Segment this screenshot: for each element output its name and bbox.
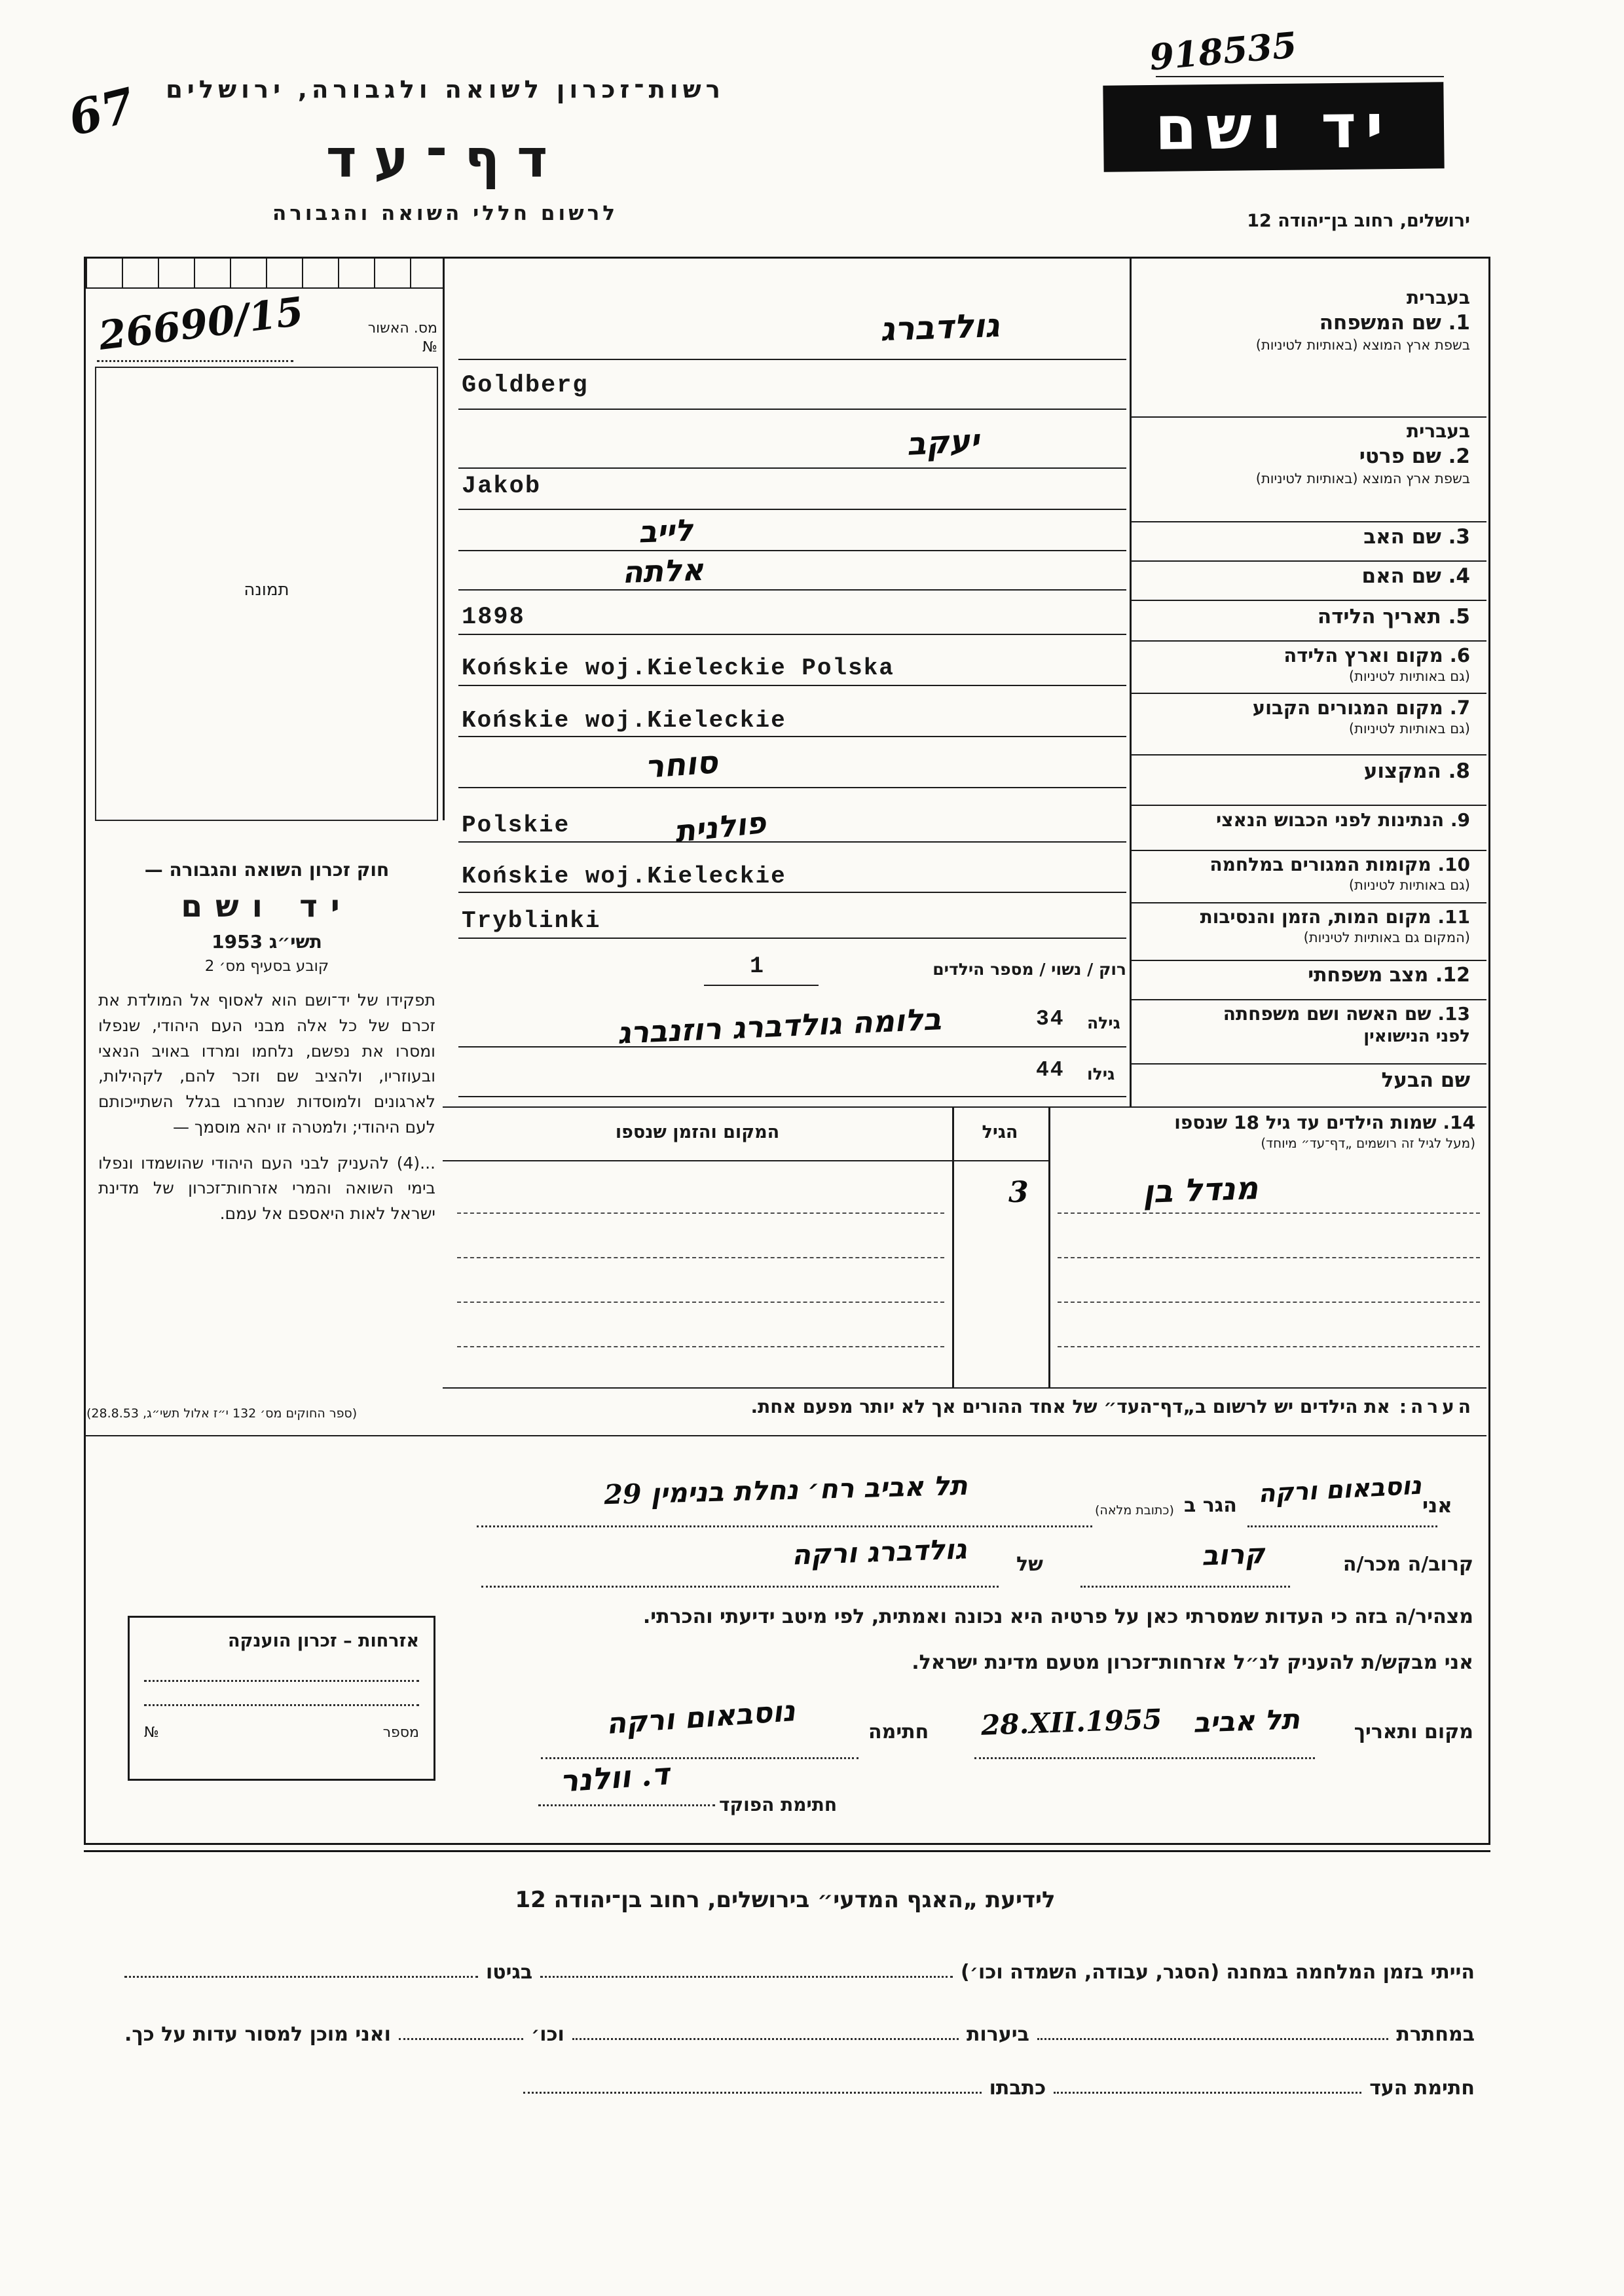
declarant-signature-handwritten: נוסבאום ורקה xyxy=(605,1694,796,1741)
field-label-text: 14. שמות הילדים עד גיל 18 שנספו xyxy=(1174,1112,1475,1133)
declaration-dotted-line xyxy=(538,1804,715,1806)
testify-label: ואני מוכן למסור עדות על כך. xyxy=(124,2023,391,2046)
law-section: קובע בסעיף מס׳ 2 xyxy=(204,958,329,975)
first-name-hebrew-value: יעקב xyxy=(906,422,980,463)
children-place-column-header: המקום והזמן שנספו xyxy=(615,1122,780,1142)
law-year: תשי״ג 1953 xyxy=(212,931,322,953)
declaration-resides-label: הגר ב xyxy=(1184,1494,1237,1517)
yad-vashem-logo xyxy=(1103,82,1444,172)
label-divider xyxy=(1132,960,1486,961)
field-sublabel-text: (מעל לגיל זה רושמים „דף־עד״ מיוחד) xyxy=(1261,1135,1475,1151)
declaration-dotted-line xyxy=(541,1757,858,1759)
citizenship-dotted-line xyxy=(144,1704,419,1706)
wife-name-value: בלומה גולדברג רוזנברג xyxy=(616,1001,942,1051)
value-rule xyxy=(458,634,1126,635)
declaration-of-label: של xyxy=(1016,1553,1043,1576)
children-row-rule xyxy=(1058,1212,1480,1214)
ghetto-label: בגיטו xyxy=(486,1961,533,1984)
law-yad-vashem: יד ושם xyxy=(181,888,353,924)
citizenship-dotted-line xyxy=(144,1680,419,1682)
field-label-father: 3. שם האב xyxy=(1363,525,1470,549)
witness-address-label: כתבתו xyxy=(989,2077,1046,2100)
field-label-birth-date: 5. תאריך הלידה xyxy=(1317,605,1470,629)
law-body-1: תפקידו של יד־ושם הוא לאסוף אל המולדת את זכרם של כל אלה מבני העם היהודי, שנפלו ומסרו את נפשם, נלחמו ומרדו באויב הנאצי ובעוזריו, ולהציב שם וזכר להם, לקהילות, לארגונים ולמוסדות שנחרבו בגלל השתייכותם לעם היהודי; ולמטרה זו יהא מוסמך — xyxy=(98,991,435,1137)
label-divider xyxy=(1132,1063,1486,1065)
field-label-text: 10. מקומות המגורים במלחמה xyxy=(1209,854,1470,875)
children-table-top-rule xyxy=(443,1106,1486,1108)
nationality-hebrew-value: פולנית xyxy=(673,804,768,850)
etc-label: וכו׳ xyxy=(530,2023,564,2046)
declarant-name-handwritten: נוסבאום ורקה xyxy=(1257,1470,1422,1508)
declaration-statement-1: מצהיר/ה בזה כי העדות שמסרתי כאן על פרטיה היא נכונה ואמתית, לפי מיטב ידיעתי והכרתי. xyxy=(642,1605,1473,1628)
corner-mark-handwritten: 67 xyxy=(63,77,140,147)
registry-underline xyxy=(1156,76,1444,77)
sidebar-column-divider xyxy=(443,259,445,820)
fill-in-line xyxy=(124,1976,478,1978)
form-subtitle: לרשום חללי השואה והגבורה xyxy=(272,202,619,225)
field-label-nationality: 9. הנתינות לפני הכבוש הנאצי xyxy=(1216,809,1470,831)
value-rule xyxy=(458,409,1126,410)
note-bottom-rule xyxy=(84,1435,1486,1436)
citizenship-number-label: מספר xyxy=(382,1724,419,1741)
clerk-signature-handwritten: ד. וולנר xyxy=(559,1756,671,1799)
children-row-rule xyxy=(1058,1257,1480,1258)
label-divider xyxy=(1132,999,1486,1000)
declaration-dotted-line xyxy=(1247,1525,1437,1527)
field-sublabel-text: (גם באותיות לטיניות) xyxy=(1348,721,1470,737)
label-divider xyxy=(1132,805,1486,806)
children-row-rule xyxy=(457,1212,944,1214)
label-divider xyxy=(1132,521,1486,522)
field-sublabel-text: (המקום גם באותיות לטיניות) xyxy=(1303,930,1470,945)
citizenship-no-sign: № xyxy=(144,1724,159,1741)
father-name-value: לייב xyxy=(638,512,693,550)
mother-name-value: אלתה xyxy=(621,551,705,591)
value-rule xyxy=(458,938,1126,939)
photo-box xyxy=(95,367,438,821)
residence-value: Końskie woj.Kieleckie xyxy=(462,707,786,734)
field-label-hebrew-tag: בעברית xyxy=(1406,287,1470,308)
law-body-2: ...(4) להעניק לבני העם היהודי שהושמדו ונפלו בימי השואה והמרי אזרחות־זכרון של מדינת ישראל לאות היאספם אל עמם. xyxy=(98,1153,435,1223)
approval-dotted-line xyxy=(97,360,293,362)
field-label-text: 11. מקום המות, הזמן והנסיבות xyxy=(1200,906,1470,928)
registry-number-handwritten: 918535 xyxy=(1147,24,1299,79)
law-title: חוק זכרון השואה והגבורה — xyxy=(144,859,390,881)
family-name-latin-value: Goldberg xyxy=(462,372,589,399)
signature-label: חתימה xyxy=(868,1721,929,1743)
label-divider xyxy=(1132,560,1486,562)
field-sublabel-text: (גם באותיות לטיניות) xyxy=(1348,668,1470,684)
children-age-column-header: הגיל xyxy=(982,1122,1018,1142)
underground-label: במחתרת xyxy=(1396,2023,1475,2046)
field-label-death-place xyxy=(1136,906,1470,945)
declaration-dotted-line xyxy=(1080,1586,1290,1588)
field-label-war-residences xyxy=(1136,854,1470,893)
value-rule xyxy=(458,509,1126,510)
value-rule xyxy=(458,589,1126,591)
declaration-dotted-line xyxy=(477,1525,1092,1527)
witness-signature-label: חתימת העד xyxy=(1369,2077,1475,2100)
clerk-signature-label: חתימת הפוקד xyxy=(719,1794,838,1815)
label-divider xyxy=(1132,693,1486,694)
death-place-value: Tryblinki xyxy=(462,907,601,934)
law-reference: (ספר החוקים מס׳ 132 י״ז אלול תשי״ג, 28.8.53) xyxy=(86,1406,358,1421)
place-date-label: מקום ותאריך xyxy=(1354,1721,1473,1743)
first-name-latin-value: Jakob xyxy=(462,473,542,500)
field-label-husband: שם הבעל xyxy=(1381,1068,1470,1092)
declaration-i-label: אני xyxy=(1422,1494,1452,1518)
label-divider xyxy=(1132,850,1486,851)
field-label-text2: לפני הנישואין xyxy=(1363,1027,1470,1046)
double-rule xyxy=(84,1850,1490,1852)
children-row-rule xyxy=(457,1346,944,1347)
nationality-latin-value: Polskie xyxy=(462,812,570,839)
declaration-relation-label: קרוב/ה מכר/ה xyxy=(1342,1553,1473,1576)
label-divider xyxy=(1132,902,1486,903)
wife-age-label: גילה xyxy=(1087,1013,1120,1032)
family-name-hebrew-value: גולדברג xyxy=(879,305,1001,349)
husband-age-value: 44 xyxy=(1036,1058,1065,1082)
fill-in-line xyxy=(572,2038,959,2040)
fill-in-line xyxy=(1054,2092,1361,2094)
date-handwritten: 28.XII.1955 xyxy=(980,1703,1163,1741)
label-divider xyxy=(1132,416,1486,418)
fill-in-line xyxy=(540,1976,953,1978)
fill-in-line xyxy=(1037,2038,1388,2040)
children-table-bottom-rule xyxy=(443,1387,1486,1389)
field-label-hebrew-tag: בעברית xyxy=(1406,420,1470,442)
children-age-column-divider xyxy=(952,1106,954,1387)
field-label-marital: 12. מצב משפחתי xyxy=(1308,964,1470,987)
serial-boxes-strip xyxy=(86,259,443,289)
label-divider xyxy=(1132,640,1486,642)
citizenship-box xyxy=(128,1616,435,1781)
field-label-text: 1. שם המשפחה xyxy=(1319,311,1470,335)
profession-value: סוחר xyxy=(644,744,719,786)
child-age-value: 3 xyxy=(1008,1176,1029,1209)
children-row-rule xyxy=(457,1257,944,1258)
citizenship-box-title: אזרחות – זכרון הוענקה xyxy=(227,1631,419,1651)
field-sublabel-text: (גם באותיות לטיניות) xyxy=(1348,877,1470,893)
war-residences-value: Końskie woj.Kieleckie xyxy=(462,863,786,890)
declaration-dotted-line xyxy=(481,1586,999,1588)
labels-column-divider xyxy=(1130,259,1132,1106)
forests-label: ביערות xyxy=(966,2023,1029,2046)
note-text: את הילדים יש לרשום ב„דף־העד״ של אחד ההורים אך לא יותר מפעם אחת. xyxy=(750,1396,1390,1417)
approval-number-value: 26690/15 xyxy=(96,289,306,359)
camp-label: הייתי בזמן המלחמה במחנה (הסגר, עבודה, השמדה וכו׳) xyxy=(961,1961,1475,1984)
form-title: דף־עד xyxy=(325,128,565,189)
children-row-rule xyxy=(457,1302,944,1303)
field-label-family-name xyxy=(1136,287,1470,353)
field-sublabel-text: בשפת ארץ המוצא (באותיות לטיניות) xyxy=(1255,471,1470,486)
law-block xyxy=(98,859,435,1227)
value-rule xyxy=(458,550,1126,551)
declarant-address-handwritten: תל אביב רח׳ נחלת בנימין 29 xyxy=(603,1469,969,1511)
footer-title: לידיעת „האגף המדעי״ בירושלים, רחוב בן־יהודה 12 xyxy=(515,1887,1056,1913)
field-label-profession: 8. המקצוע xyxy=(1363,759,1470,783)
child-name-value: מנדל בן xyxy=(1142,1169,1259,1211)
value-rule xyxy=(458,1096,1126,1097)
fill-in-line xyxy=(399,2038,523,2040)
authority-header: רשות־זכרון לשואה ולגבורה, ירושלים xyxy=(166,75,725,103)
value-rule xyxy=(458,841,1126,843)
label-divider xyxy=(1132,600,1486,601)
field-label-residence xyxy=(1136,697,1470,737)
field-sublabel-text: בשפת ארץ המוצא (באותיות לטיניות) xyxy=(1255,337,1470,353)
photo-label: תמונה xyxy=(244,580,289,600)
label-divider xyxy=(1132,754,1486,756)
declaration-dotted-line xyxy=(974,1757,1315,1759)
marital-options-label: רוק / נשוי / מספר הילדים xyxy=(932,960,1126,979)
birth-date-value: 1898 xyxy=(462,604,525,631)
children-count-value: 1 xyxy=(750,953,766,979)
declaration-statement-2: אני מבקש/ת להעניק לנ״ל אזרחות־זכרון מטעם מדינת ישראל. xyxy=(912,1651,1473,1674)
birth-place-value: Końskie woj.Kieleckie Polska xyxy=(462,655,895,682)
approval-label-text: מס. האשור xyxy=(367,320,437,337)
children-name-column-divider xyxy=(1048,1106,1050,1387)
children-row-rule xyxy=(1058,1302,1480,1303)
field-label-children xyxy=(1058,1112,1475,1151)
relation-handwritten: קרוב xyxy=(1201,1537,1266,1572)
field-label-text: 13. שם האשה ושם משפחתה xyxy=(1223,1003,1470,1025)
victim-name-handwritten: גולדברג ורקה xyxy=(791,1533,967,1571)
value-rule xyxy=(458,892,1126,893)
footer-underground-line xyxy=(124,2023,1475,2046)
field-label-mother: 4. שם האם xyxy=(1361,564,1470,588)
value-rule xyxy=(458,467,1126,469)
field-label-wife xyxy=(1136,1003,1470,1046)
field-label-text: 7. מקום המגורים הקבוע xyxy=(1252,697,1470,719)
footer-witness-line xyxy=(124,2077,1475,2100)
field-label-text: 2. שם פרטי xyxy=(1359,445,1470,468)
header-address: ירושלים, רחוב בן־יהודה 12 xyxy=(1247,211,1470,231)
value-rule xyxy=(458,685,1126,686)
children-row-rule xyxy=(1058,1346,1480,1347)
value-rule xyxy=(458,787,1126,788)
place-handwritten: תל אביב xyxy=(1192,1703,1301,1739)
husband-age-label: גילו xyxy=(1087,1065,1115,1084)
declaration-address-note: (כתובת מלאה) xyxy=(1095,1503,1174,1518)
yad-vashem-logo-text: יד ושם xyxy=(1154,90,1393,164)
note-label: הערה: xyxy=(1399,1396,1475,1417)
value-rule xyxy=(458,736,1126,737)
field-label-birth-place xyxy=(1136,644,1470,684)
approval-no-sign: № xyxy=(422,338,437,355)
value-rule xyxy=(458,1046,1126,1048)
footer-camp-line xyxy=(124,1961,1475,1984)
fill-in-line xyxy=(523,2092,982,2094)
field-label-text: 6. מקום וארץ הלידה xyxy=(1283,644,1470,666)
value-rule xyxy=(704,985,819,986)
children-note xyxy=(616,1396,1475,1417)
approval-number-label xyxy=(282,319,437,357)
field-label-first-name xyxy=(1136,420,1470,486)
value-rule xyxy=(458,359,1126,360)
wife-age-value: 34 xyxy=(1036,1007,1065,1031)
children-header-rule xyxy=(443,1160,1048,1161)
